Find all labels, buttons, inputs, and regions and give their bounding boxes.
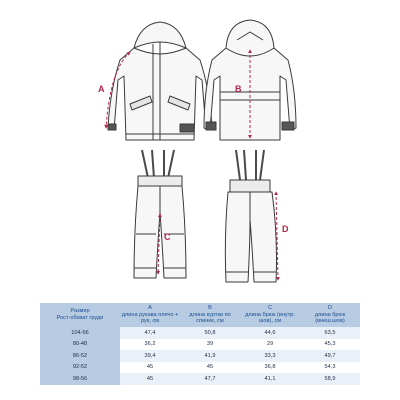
size-cell: 98-56 bbox=[40, 373, 120, 385]
size-table-header bbox=[40, 303, 360, 327]
value-cell: 63,5 bbox=[300, 327, 360, 339]
column-letter: A bbox=[148, 305, 152, 312]
column-letter: C bbox=[267, 305, 273, 312]
value-cell: 39 bbox=[180, 339, 240, 351]
label-c: C bbox=[164, 232, 171, 242]
value-cell: 45 bbox=[180, 362, 240, 374]
table-row bbox=[40, 339, 360, 351]
column-title: длина брюк (внеш.шов) bbox=[314, 311, 346, 325]
value-cell: 47,7 bbox=[180, 373, 240, 385]
value-cell: 50,8 bbox=[180, 327, 240, 339]
value-cell: 58,9 bbox=[300, 373, 360, 385]
value-cell: 41,1 bbox=[240, 373, 300, 385]
value-cell: 44,6 bbox=[240, 327, 300, 339]
value-cell: 49,7 bbox=[300, 350, 360, 362]
column-header-b bbox=[180, 303, 240, 327]
label-a: A bbox=[98, 84, 105, 94]
value-cell: 33,3 bbox=[240, 350, 300, 362]
value-cell: 39,4 bbox=[120, 350, 180, 362]
column-letter: D bbox=[327, 305, 333, 312]
column-header-a bbox=[120, 303, 180, 327]
value-cell: 36,8 bbox=[240, 362, 300, 374]
table-row bbox=[40, 362, 360, 374]
size-header-cell bbox=[40, 303, 120, 327]
table-row bbox=[40, 350, 360, 362]
column-header-c bbox=[240, 303, 300, 327]
size-cell: 80-48 bbox=[40, 339, 120, 351]
size-table bbox=[40, 303, 360, 385]
value-cell: 45,3 bbox=[300, 339, 360, 351]
pants-back bbox=[225, 150, 276, 282]
column-header-d bbox=[300, 303, 360, 327]
size-header-line: Размер bbox=[70, 308, 90, 315]
label-b: B bbox=[235, 84, 242, 94]
value-cell: 41,9 bbox=[180, 350, 240, 362]
column-title: длина рукава плечо + рук, см bbox=[121, 311, 179, 325]
table-row bbox=[40, 373, 360, 385]
size-cell: 92-52 bbox=[40, 362, 120, 374]
label-d: D bbox=[282, 224, 289, 234]
size-cell: 104-56 bbox=[40, 327, 120, 339]
value-cell: 45 bbox=[120, 362, 180, 374]
column-title: длина куртки по спинке, см bbox=[189, 311, 231, 325]
table-row bbox=[40, 327, 360, 339]
jacket-front bbox=[108, 22, 212, 140]
size-header-line: Рост-обхват груди bbox=[56, 315, 104, 321]
column-title: длина брюк (внутр. шов), см bbox=[245, 311, 295, 325]
size-cell: 86-52 bbox=[40, 350, 120, 362]
value-cell: 36,2 bbox=[120, 339, 180, 351]
column-letter: B bbox=[208, 305, 212, 312]
value-cell: 29 bbox=[240, 339, 300, 351]
value-cell: 45 bbox=[120, 373, 180, 385]
value-cell: 47,4 bbox=[120, 327, 180, 339]
value-cell: 54,3 bbox=[300, 362, 360, 374]
